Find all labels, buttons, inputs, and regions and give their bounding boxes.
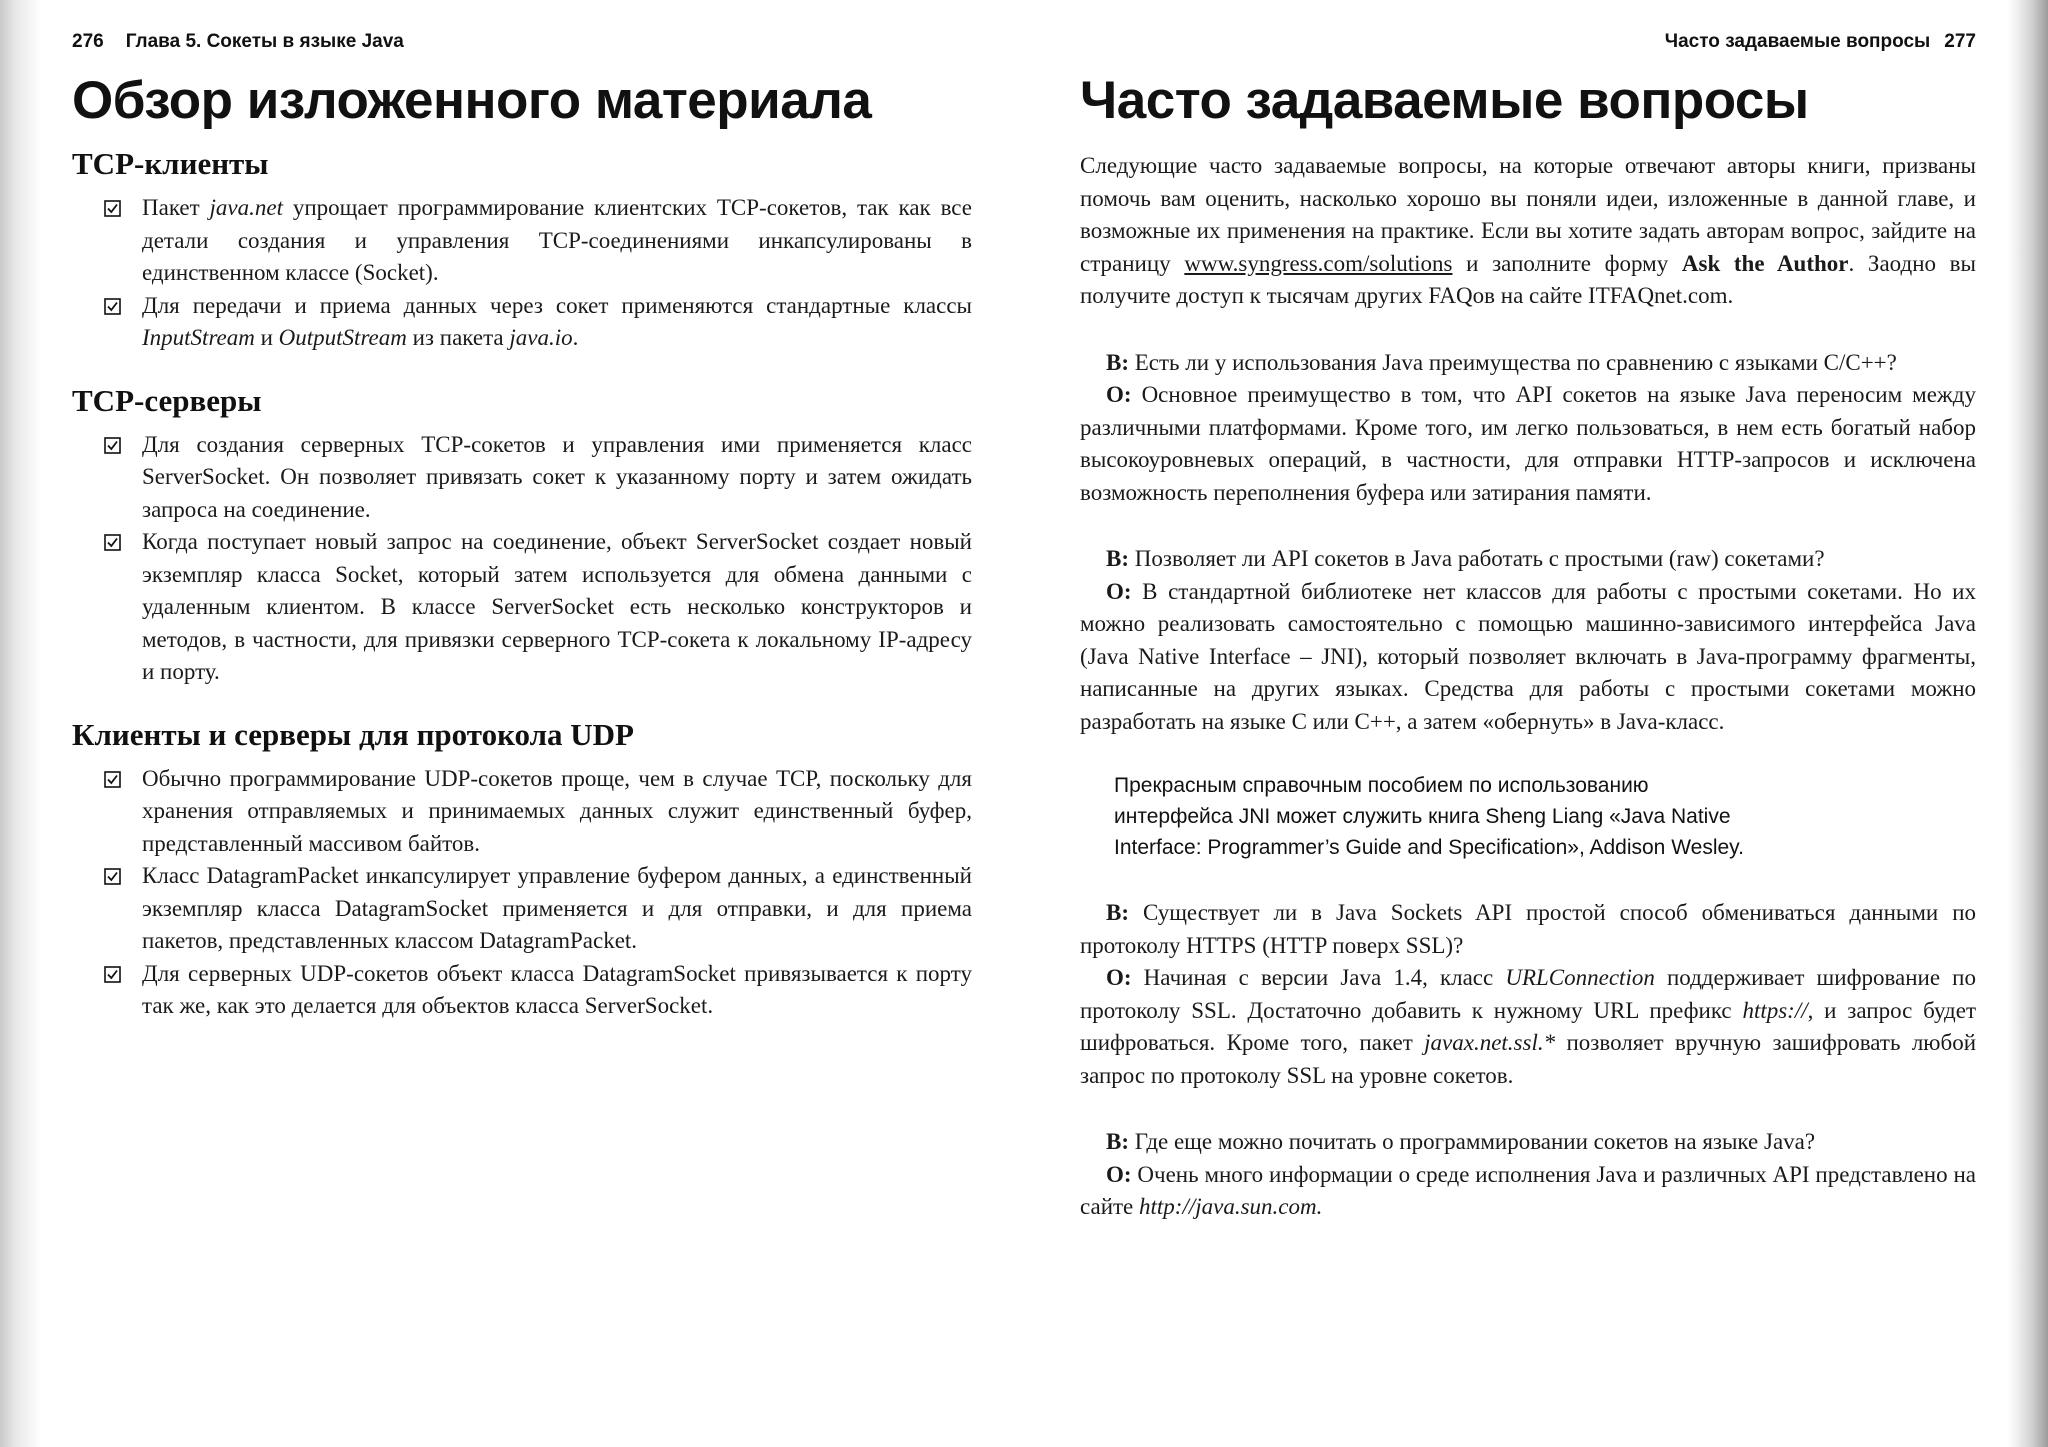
bullet-list <box>72 429 972 689</box>
italic-text: http://java.sun.com. <box>1139 1194 1323 1219</box>
page-edge-left <box>0 0 42 1447</box>
checked-box-icon <box>104 534 121 551</box>
faq-answer-label: О: <box>1106 965 1144 990</box>
faq-entry <box>1080 347 1976 510</box>
checked-box-icon <box>104 771 121 788</box>
faq-question-label: В: <box>1106 1129 1135 1154</box>
running-title: Часто задаваемые вопросы <box>1664 31 1931 52</box>
bullet-list <box>72 763 972 1023</box>
section-heading: TCP-серверы <box>72 382 262 418</box>
checked-box-icon <box>104 200 121 217</box>
italic-text: java.net <box>209 195 283 220</box>
faq-answer: О: Очень много информации о среде исполнения Java и различных API представлено на сайте http://java.sun.com. <box>1080 1161 1976 1219</box>
checked-box-icon <box>104 437 121 454</box>
bold-text: Ask the Author <box>1681 250 1849 276</box>
faq-question-label: В: <box>1106 900 1143 925</box>
faq-question: В: Есть ли у использования Java преимущества по сравнению с языками C/C++? <box>1106 349 1897 375</box>
italic-text: OutputStream <box>278 325 407 350</box>
faq-question-label: В: <box>1106 546 1135 571</box>
running-head-left <box>72 28 972 56</box>
faq-answer: О: Основное преимущество в том, что API сокетов на языке Java переносим между различными платформами. Кроме того, им легко пользоваться, в нем есть богатый набор высокоуровневых операций, в частности, для отправки HTTP-запросов и исключена возможность переполнения буфера или затирания памяти. <box>1080 382 1976 505</box>
faq-answer-label: О: <box>1106 578 1143 604</box>
italic-text: InputStream <box>142 325 255 350</box>
faq-answer-label: О: <box>1106 1161 1138 1187</box>
bullet-item: Обычно программирование UDP-сокетов проще, чем в случае TCP, поскольку для хранения отправляемых и принимаемых данных служит единственный буфер, представленный массивом байтов. <box>72 763 972 861</box>
faq-body <box>1080 150 1976 1258</box>
italic-text: https:// <box>1742 997 1808 1023</box>
faq-answer: О: Начиная с версии Java 1.4, класс URLConnection поддерживает шифрование по протоколу SSL. Достаточно добавить к нужному URL префикс https://, и запрос будет шифроваться. Кроме того, пакет javax.net.ssl.* позволяет вручную зашифровать любой запрос по протоколу SSL на уровне сокетов. <box>1080 965 1977 1088</box>
bullet-item: Когда поступает новый запрос на соединение, объект ServerSocket создает новый экземпляр класса Socket, который затем используется для обмена данными с удаленным клиентом. В классе ServerSocket есть несколько конструкторов и методов, в частности, для привязки серверного TCP-сокета к локальному IP-адресу и порту. <box>72 526 972 689</box>
checked-box-icon <box>104 298 121 315</box>
sidebar-note: Прекрасным справочным пособием по использованию интерфейса JNI может служить книга Sheng Liang «Java Native Interface: Programmer’s Guide and Specification», Addison Wesley. <box>1114 774 1744 859</box>
faq-question: В: Где еще можно почитать о программировании сокетов на языке Java? <box>1106 1129 1816 1154</box>
bullet-item: Для создания серверных TCP-сокетов и управления ими применяется класс ServerSocket. Он позволяет привязать сокет к указанному порту и затем ожидать запроса на соединение. <box>72 429 972 527</box>
bullet-item: Для серверных UDP-сокетов объект класса DatagramSocket привязывается к порту так же, как это делается для объектов класса ServerSocket. <box>72 958 972 1023</box>
solutions-link[interactable]: www.syngress.com/solutions <box>1184 250 1453 276</box>
bullet-item: Пакет java.net упрощает программирование клиентских TCP-сокетов, так как все детали создания и управления TCP-соединениями инкапсулированы в единственном классе (Socket). <box>72 192 972 290</box>
faq-entry <box>1080 897 1976 1092</box>
italic-text: java.io <box>509 325 573 350</box>
section-heading: TCP-клиенты <box>72 146 269 181</box>
faq-answer-label: О: <box>1106 382 1142 407</box>
summary-sections <box>72 146 972 1051</box>
faq-entry <box>1080 543 1976 738</box>
left-page <box>72 0 972 1447</box>
page-number: 276 <box>72 31 104 52</box>
faq-answer: О: В стандартной библиотеке нет классов для работы с простыми сокетами. Но их можно реализовать самостоятельно с помощью машинно-зависимого интерфейса Java (Java Native Interface – JNI), который позволяет включать в Java-программу фрагменты, написанные на других языках. Средства для работы с простыми сокетами можно разработать на языке C или C++, а затем «обернуть» в Java-класс. <box>1080 578 1976 734</box>
bullet-list <box>72 192 972 355</box>
checked-box-icon <box>104 868 121 885</box>
running-head-right <box>1080 28 1976 56</box>
faq-question-label: В: <box>1106 349 1135 375</box>
italic-text: javax.net.ssl.* <box>1424 1030 1556 1055</box>
chapter-title: Обзор изложенного материала <box>72 71 872 130</box>
bullet-item: Для передачи и приема данных через сокет применяются стандартные классы InputStream и OutputStream из пакета java.io. <box>72 290 972 355</box>
faq-intro: Следующие часто задаваемые вопросы, на которые отвечают авторы книги, призваны помочь вам оценить, насколько хорошо вы поняли идеи, изложенные в данной главе, и возможные их применения на практике. Если вы хотите задать авторам вопрос, зайдите на страницу www.syngress.com/solutions и заполните форму Ask the Author. Заодно вы получите доступ к тысячам других FAQов на сайте ITFAQnet.com. <box>1080 153 1976 308</box>
faq-entry <box>1080 1126 1976 1224</box>
page-edge-right <box>2008 0 2048 1447</box>
faq-question: В: Существует ли в Java Sockets API простой способ обмениваться данными по протоколу HTTPS (HTTP поверх SSL)? <box>1080 900 1977 958</box>
faq-question: В: Позволяет ли API сокетов в Java работать с простыми (raw) сокетами? <box>1106 546 1825 571</box>
section-heading: Клиенты и серверы для протокола UDP <box>72 716 634 752</box>
bullet-item: Класс DatagramPacket инкапсулирует управление буфером данных, а единственный экземпляр класса DatagramSocket применяется и для отправки, и для приема пакетов, представленных классом DatagramPacket. <box>72 860 972 958</box>
italic-text: URLConnection <box>1505 965 1655 990</box>
running-title: Глава 5. Сокеты в языке Java <box>125 31 404 52</box>
checked-box-icon <box>104 966 121 983</box>
page-number: 277 <box>1944 31 1976 52</box>
right-page <box>1080 0 1976 1447</box>
faq-list <box>1080 347 1976 1224</box>
chapter-title: Часто задаваемые вопросы <box>1080 71 1809 130</box>
